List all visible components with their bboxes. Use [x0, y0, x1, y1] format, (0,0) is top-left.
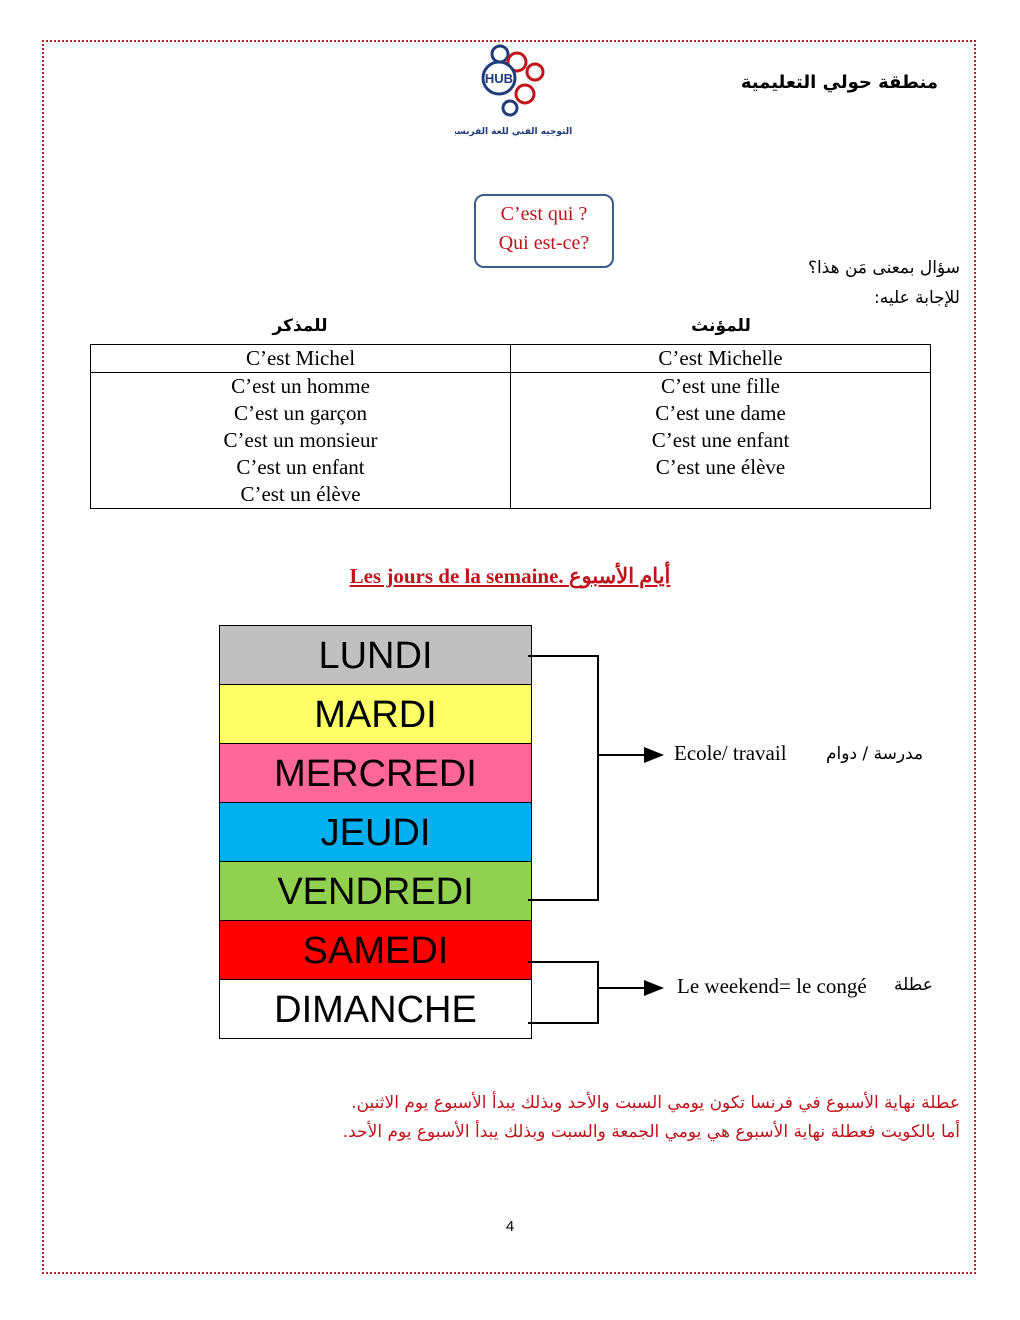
masculine-example: C’est un élève: [240, 482, 361, 506]
masculine-name-cell: C’est Michel: [91, 345, 511, 373]
day-dimanche: DIMANCHE: [220, 980, 531, 1038]
region-title: منطقة حولي التعليمية: [740, 72, 938, 93]
feminine-example: C’est une dame: [655, 401, 786, 425]
day-mercredi: MERCREDI: [220, 744, 531, 803]
day-vendredi: VENDREDI: [220, 862, 531, 921]
note-line-2: أما بالكويت فعطلة نهاية الأسبوع هي يومي الجمعة والسبت وبذلك يبدأ الأسبوع يوم الأحد.: [342, 1122, 960, 1142]
feminine-example: C’est une fille: [661, 374, 780, 398]
work-label-fr: Ecole/ travail: [674, 741, 787, 765]
feminine-example: C’est une enfant: [651, 428, 790, 452]
day-jeudi: JEUDI: [220, 803, 531, 862]
masculine-example: C’est un enfant: [236, 455, 365, 479]
intro-line-2: للإجابة عليه:: [873, 288, 960, 308]
day-samedi: SAMEDI: [220, 921, 531, 980]
page-number: 4: [505, 1218, 515, 1235]
work-label-ar: مدرسة / دوام: [826, 744, 924, 764]
feminine-example: C’est une élève: [655, 455, 786, 479]
feminine-label: للمؤنث: [691, 316, 751, 336]
weekend-label-ar: عطلة: [894, 975, 933, 995]
work-bracket: [528, 656, 598, 900]
question-line-1: C’est qui ?: [500, 203, 588, 225]
day-mardi: MARDI: [220, 685, 531, 744]
masculine-example: C’est un homme: [231, 374, 370, 398]
weekend-bracket: [528, 962, 598, 1023]
intro-line-1: سؤال بمعنى مَن هذا؟: [807, 258, 960, 278]
masculine-example: C’est un garçon: [234, 401, 367, 425]
day-lundi: LUNDI: [220, 626, 531, 685]
note-line-1: عطلة نهاية الأسبوع في فرنسا تكون يومي السبت والأحد وبذلك يبدأ الأسبوع يوم الاثنين.: [351, 1093, 960, 1113]
question-line-2: Qui est-ce?: [498, 232, 590, 254]
logo-text: HUB: [484, 71, 514, 86]
logo-caption: التوجيه الفني للغة الفرنسية: [455, 127, 573, 137]
feminine-name-cell: C’est Michelle: [511, 345, 931, 373]
days-title: Les jours de la semaine. أيام الأسبوع: [349, 564, 671, 588]
masculine-example: C’est un monsieur: [223, 428, 378, 452]
masculine-label: للمذكر: [272, 316, 328, 336]
weekend-label-fr: Le weekend= le congé: [677, 974, 867, 998]
